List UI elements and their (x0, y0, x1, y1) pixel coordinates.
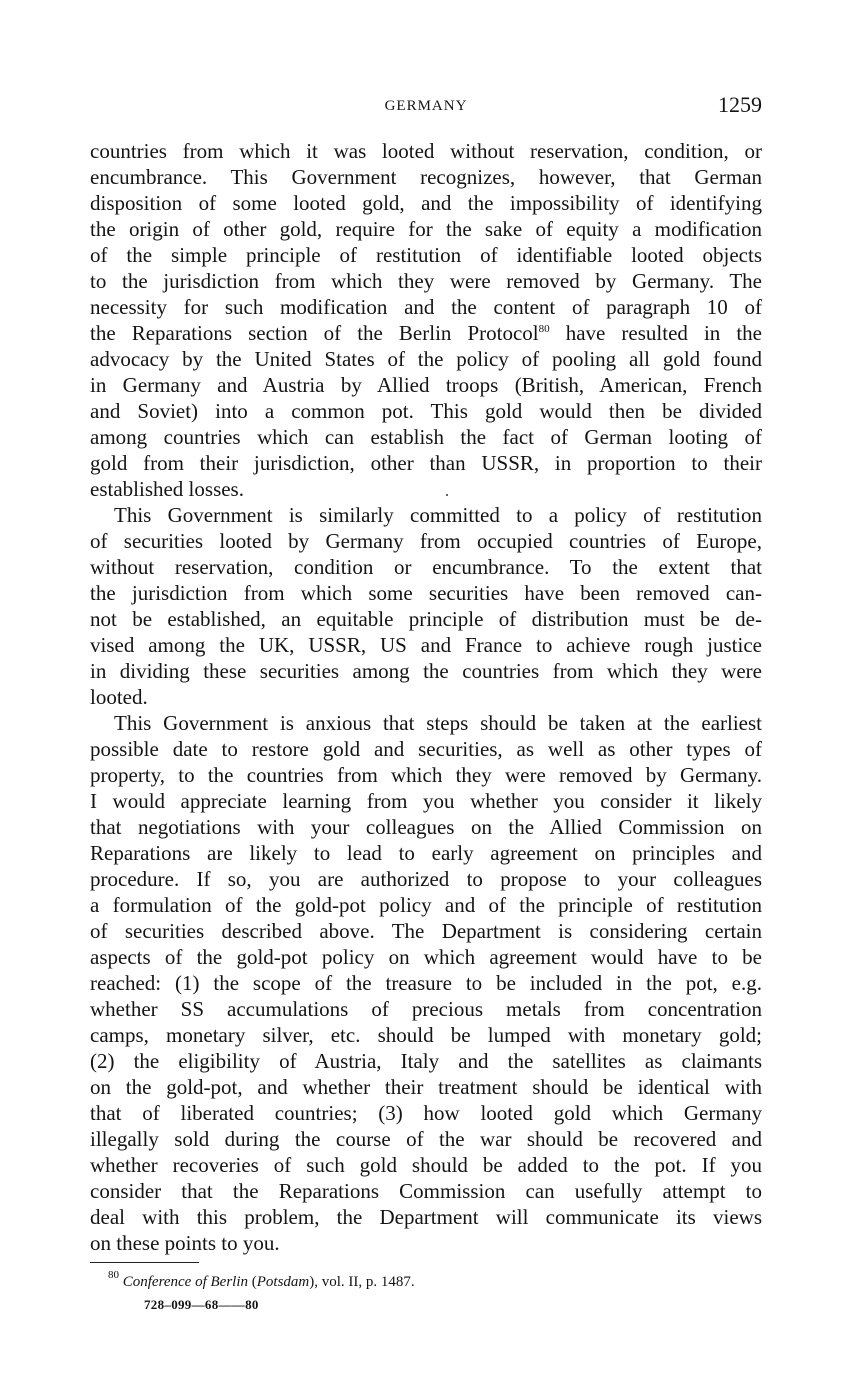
text-line: the jurisdiction from which some securities have been removed can- (90, 581, 762, 605)
text-line: on the gold-pot, and whether their treatment should be identical with (90, 1075, 762, 1099)
text-line: in dividing these securities among the countries from which they were (90, 659, 762, 683)
text-line: (2) the eligibility of Austria, Italy and the satellites as claimants (90, 1049, 762, 1073)
text-line: advocacy by the United States of the policy of pooling all gold found (90, 347, 762, 371)
text-line: of securities looted by Germany from occupied countries of Europe, (90, 529, 762, 553)
printer-code: 728–099—68——80 (144, 1297, 259, 1312)
text-line: This Government is similarly committed to a policy of restitution (114, 503, 762, 527)
text-line: This Government is anxious that steps should be taken at the earliest (114, 711, 762, 735)
text-line: established losses. (90, 477, 244, 501)
text-line: a formulation of the gold-pot policy and of the principle of restitution (90, 893, 762, 917)
text-fragment: the Reparations section of the Berlin Protocol (90, 321, 539, 345)
text-line: on these points to you. (90, 1231, 280, 1255)
paragraph-2 (90, 502, 762, 710)
footnote-divider (90, 1262, 199, 1263)
text-line: Reparations are likely to lead to early agreement on principles and (90, 841, 762, 865)
paragraph-1 (90, 138, 762, 502)
text-line: necessity for such modification and the content of paragraph 10 of (90, 295, 762, 319)
text-line: whether recoveries of such gold should be added to the pot. If you (90, 1153, 762, 1177)
text-line: encumbrance. This Government recognizes, however, that German (90, 165, 762, 189)
text-line: to the jurisdiction from which they were removed by Germany. The (90, 269, 762, 293)
footnote-citation: , vol. II, p. 1487. (314, 1274, 415, 1290)
page-number: 1259 (718, 92, 762, 117)
text-line: aspects of the gold-pot policy on which agreement would have to be (90, 945, 762, 969)
running-head (90, 92, 762, 122)
running-head-title: GERMANY (384, 98, 468, 114)
text-line: disposition of some looted gold, and the impossibility of identifying (90, 191, 762, 215)
text-line: in Germany and Austria by Allied troops (British, American, French (90, 373, 762, 397)
footnote (108, 1269, 708, 1292)
text-line: illegally sold during the course of the war should be recovered and (90, 1127, 762, 1151)
text-line: among countries which can establish the fact of German looting of (90, 425, 762, 449)
print-speck (446, 494, 448, 496)
text-line: countries from which it was looted without reservation, condition, or (90, 139, 762, 163)
text-line: looted. (90, 685, 148, 709)
text-line: whether SS accumulations of precious metals from concentration (90, 997, 762, 1021)
text-line: possible date to restore gold and securities, as well as other types of (90, 737, 762, 761)
text-line-with-footnote (90, 320, 762, 346)
text-line: not be established, an equitable principle of distribution must be de- (90, 607, 762, 631)
text-line: procedure. If so, you are authorized to propose to your colleagues (90, 867, 762, 891)
text-line: consider that the Reparations Commission can usefully attempt to (90, 1179, 762, 1203)
text-line: deal with this problem, the Department will communicate its views (90, 1205, 762, 1229)
text-line: that of liberated countries; (3) how looted gold which Germany (90, 1101, 762, 1125)
text-line: I would appreciate learning from you whether you consider it likely (90, 789, 762, 813)
text-line: gold from their jurisdiction, other than USSR, in proportion to their (90, 451, 762, 475)
footnote-marker: 80 (108, 1269, 119, 1281)
text-line: of the simple principle of restitution of identifiable looted objects (90, 243, 762, 267)
text-line: that negotiations with your colleagues on the Allied Commission on (90, 815, 762, 839)
text-line: reached: (1) the scope of the treasure to be included in the pot, e.g. (90, 971, 762, 995)
text-fragment: have resulted in the (549, 321, 763, 345)
text-line: the origin of other gold, require for the sake of equity a modification (90, 217, 762, 241)
footnote-paren-title: Potsdam (256, 1274, 310, 1290)
footnote-title: Conference of Berlin (122, 1274, 248, 1290)
footnote-text: $^{80}$ Conference of Berlin (Potsdam), vol. II, p. 1487. (108, 1269, 415, 1290)
footnote-reference[interactable]: 80 (538, 323, 550, 335)
text-line: without reservation, condition or encumbrance. To the extent that (90, 555, 762, 579)
text-line: and Soviet) into a common pot. This gold would then be divided (90, 399, 762, 423)
paragraph-3 (90, 710, 762, 1256)
text-line: of securities described above. The Department is considering certain (90, 919, 762, 943)
text-line: camps, monetary silver, etc. should be lumped with monetary gold; (90, 1023, 762, 1047)
text-line: property, to the countries from which they were removed by Germany. (90, 763, 762, 787)
text-line: vised among the UK, USSR, US and France to achieve rough justice (90, 633, 762, 657)
body-text (90, 138, 762, 1256)
